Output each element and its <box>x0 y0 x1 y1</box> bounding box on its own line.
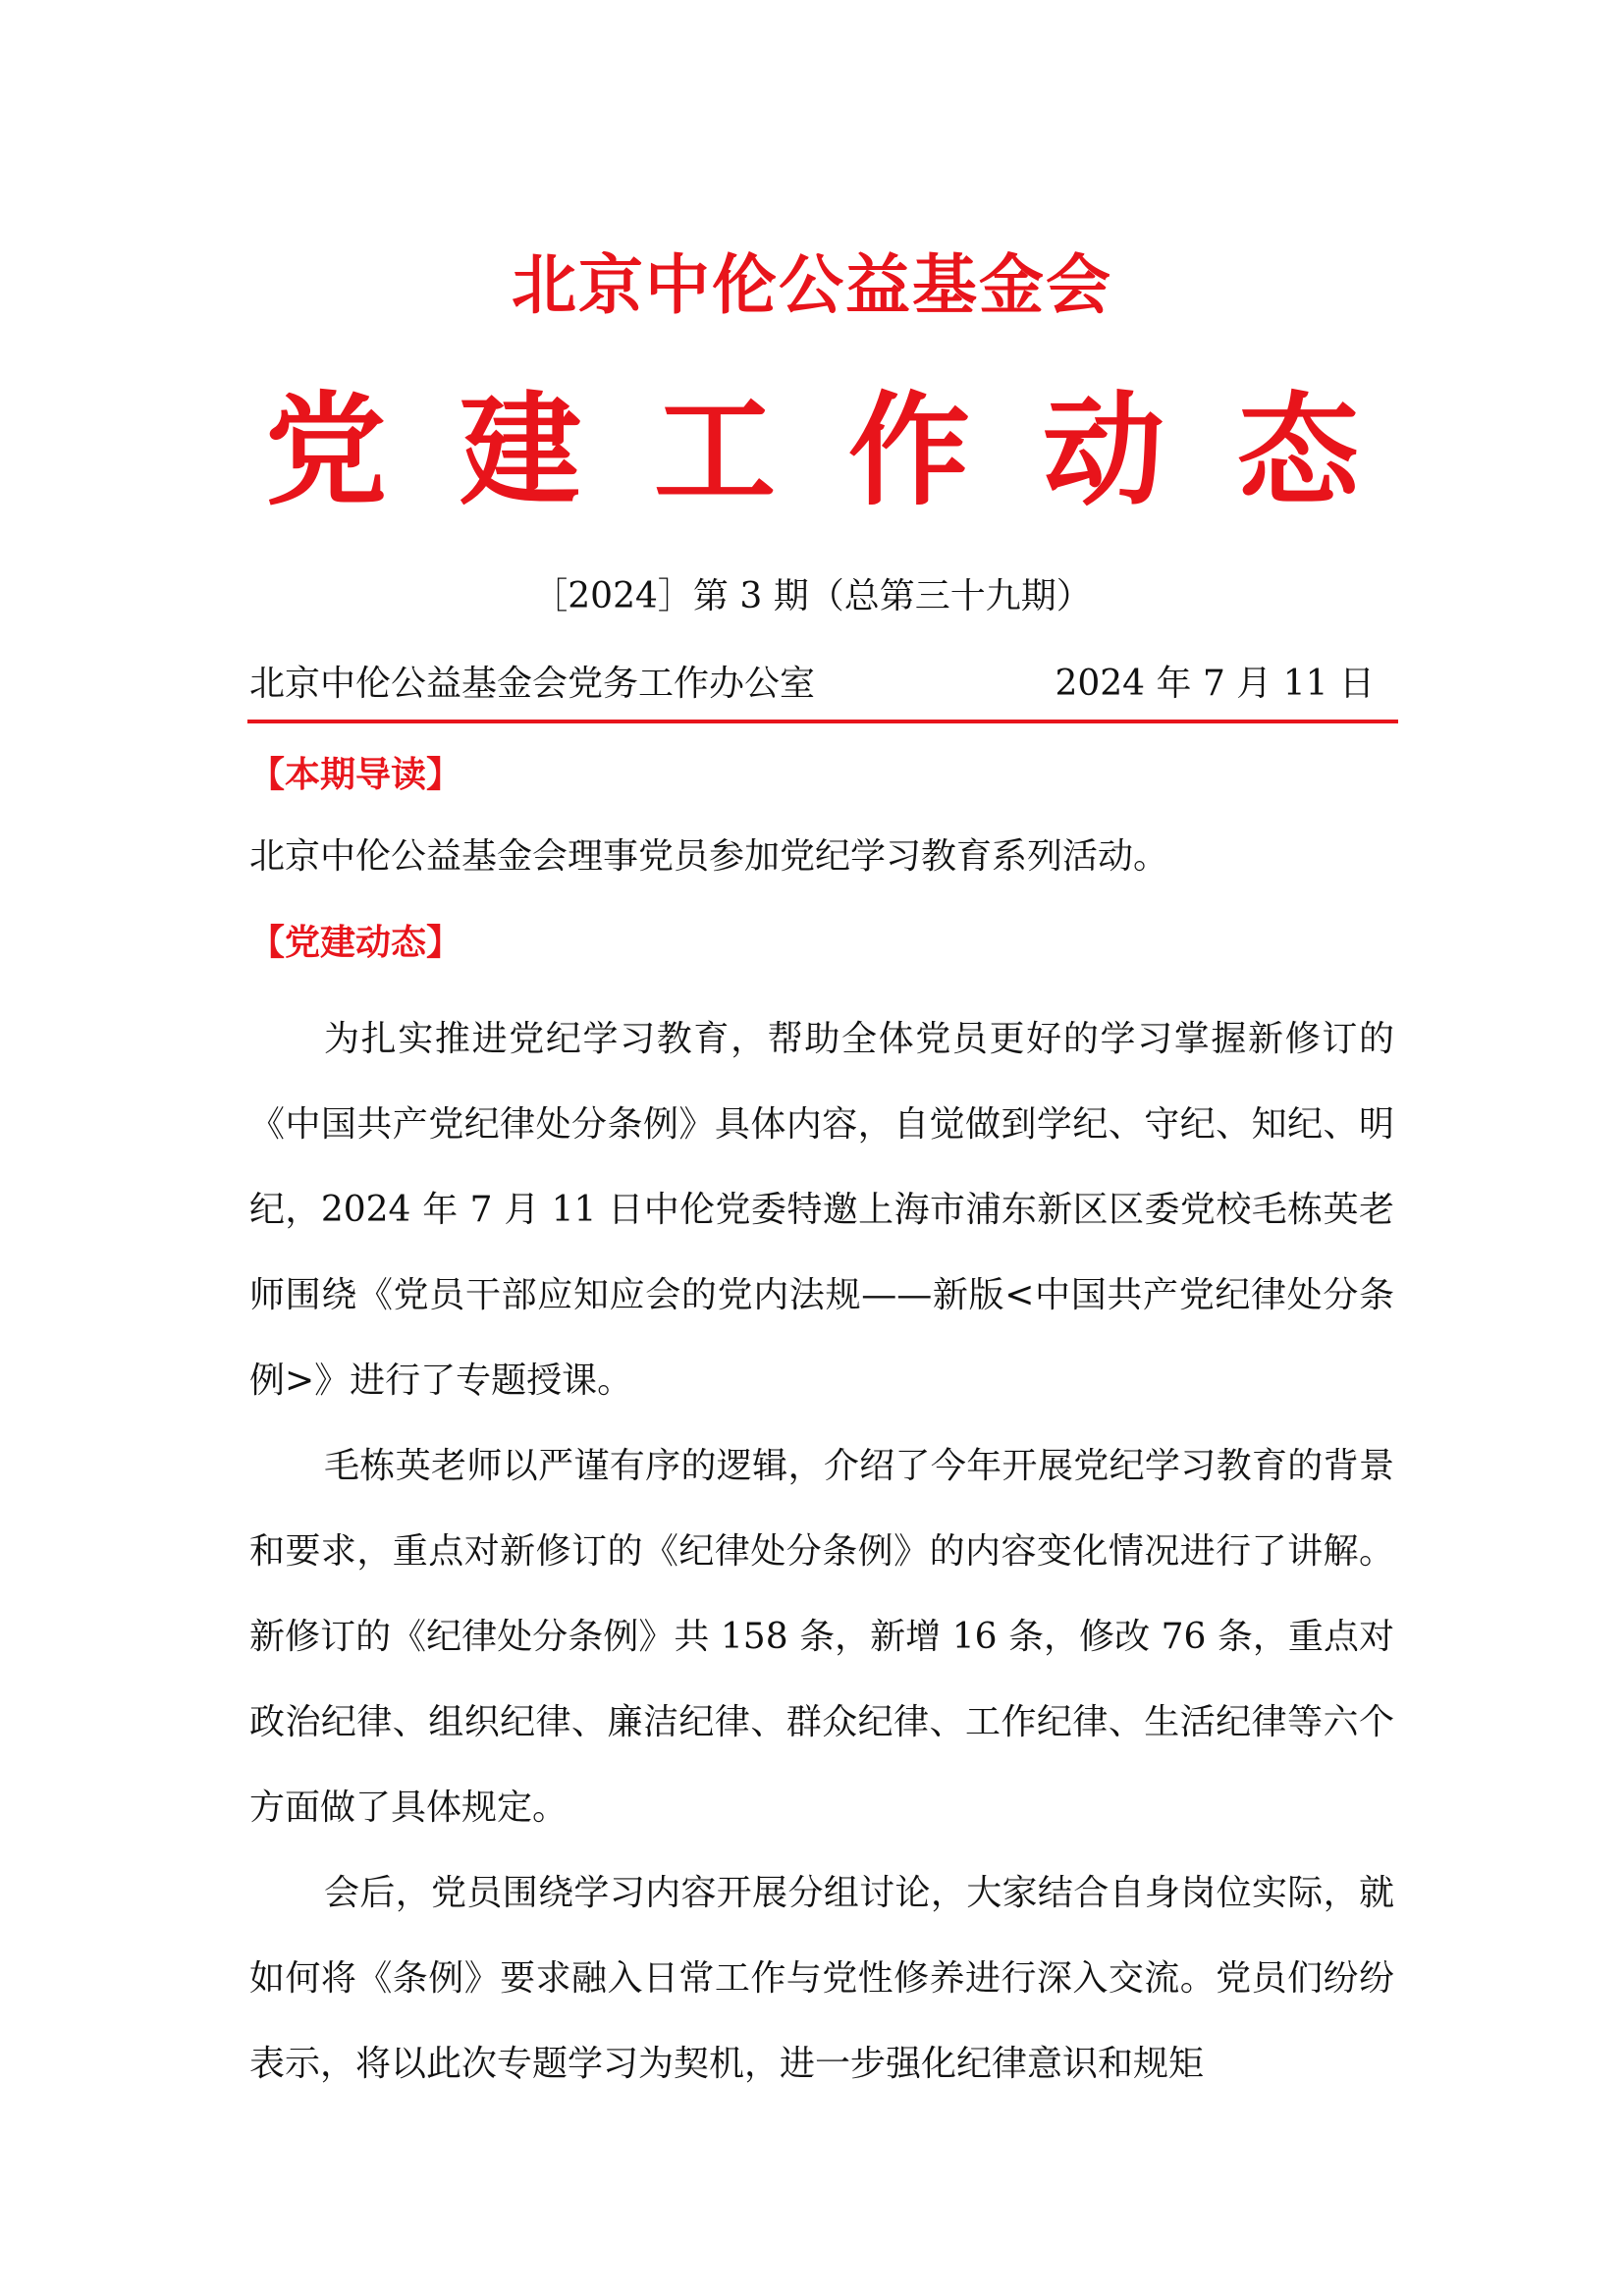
intro-heading: 【本期导读】 <box>249 754 462 795</box>
issue-number: ［2024］第 3 期（总第三十九期） <box>532 576 1092 616</box>
body-paragraph: 为扎实推进党纪学习教育，帮助全体党员更好的学习掌握新修订的《中国共产党纪律处分条例》具体内容，自觉做到学纪、守纪、知纪、明纪，2024 年 7 月 11 日中伦党委特邀上海市浦东新区区委党校毛栋英老师围绕《党员干部应知应会的党内法规——新版<中国共产党纪律处分条例>》进行了专题授课。 <box>249 1019 1394 1401</box>
intro-text: 北京中伦公益基金会理事党员参加党纪学习教育系列活动。 <box>249 836 1169 877</box>
issue-date: 2024 年 7 月 11 日 <box>1055 664 1375 704</box>
news-heading: 【党建动态】 <box>249 922 462 963</box>
organization-title: 北京中伦公益基金会 <box>512 246 1112 323</box>
header-divider <box>247 720 1398 723</box>
article-body <box>249 996 1394 2107</box>
body-paragraph: 会后，党员围绕学习内容开展分组讨论，大家结合自身岗位实际，就如何将《条例》要求融入日常工作与党性修养进行深入交流。党员们纷纷表示，将以此次专题学习为契机，进一步强化纪律意识和规矩 <box>249 1873 1394 2084</box>
newsletter-title: 党建工作动态 <box>264 380 1432 522</box>
issuing-office: 北京中伦公益基金会党务工作办公室 <box>249 664 816 704</box>
body-paragraph: 毛栋英老师以严谨有序的逻辑，介绍了今年开展党纪学习教育的背景和要求，重点对新修订的《纪律处分条例》的内容变化情况进行了讲解。新修订的《纪律处分条例》共 158 条，新增 16 条，修改 76 条，重点对政治纪律、组织纪律、廉洁纪律、群众纪律、工作纪律、生活纪律等六个方面做了具体规定。 <box>249 1446 1394 1828</box>
